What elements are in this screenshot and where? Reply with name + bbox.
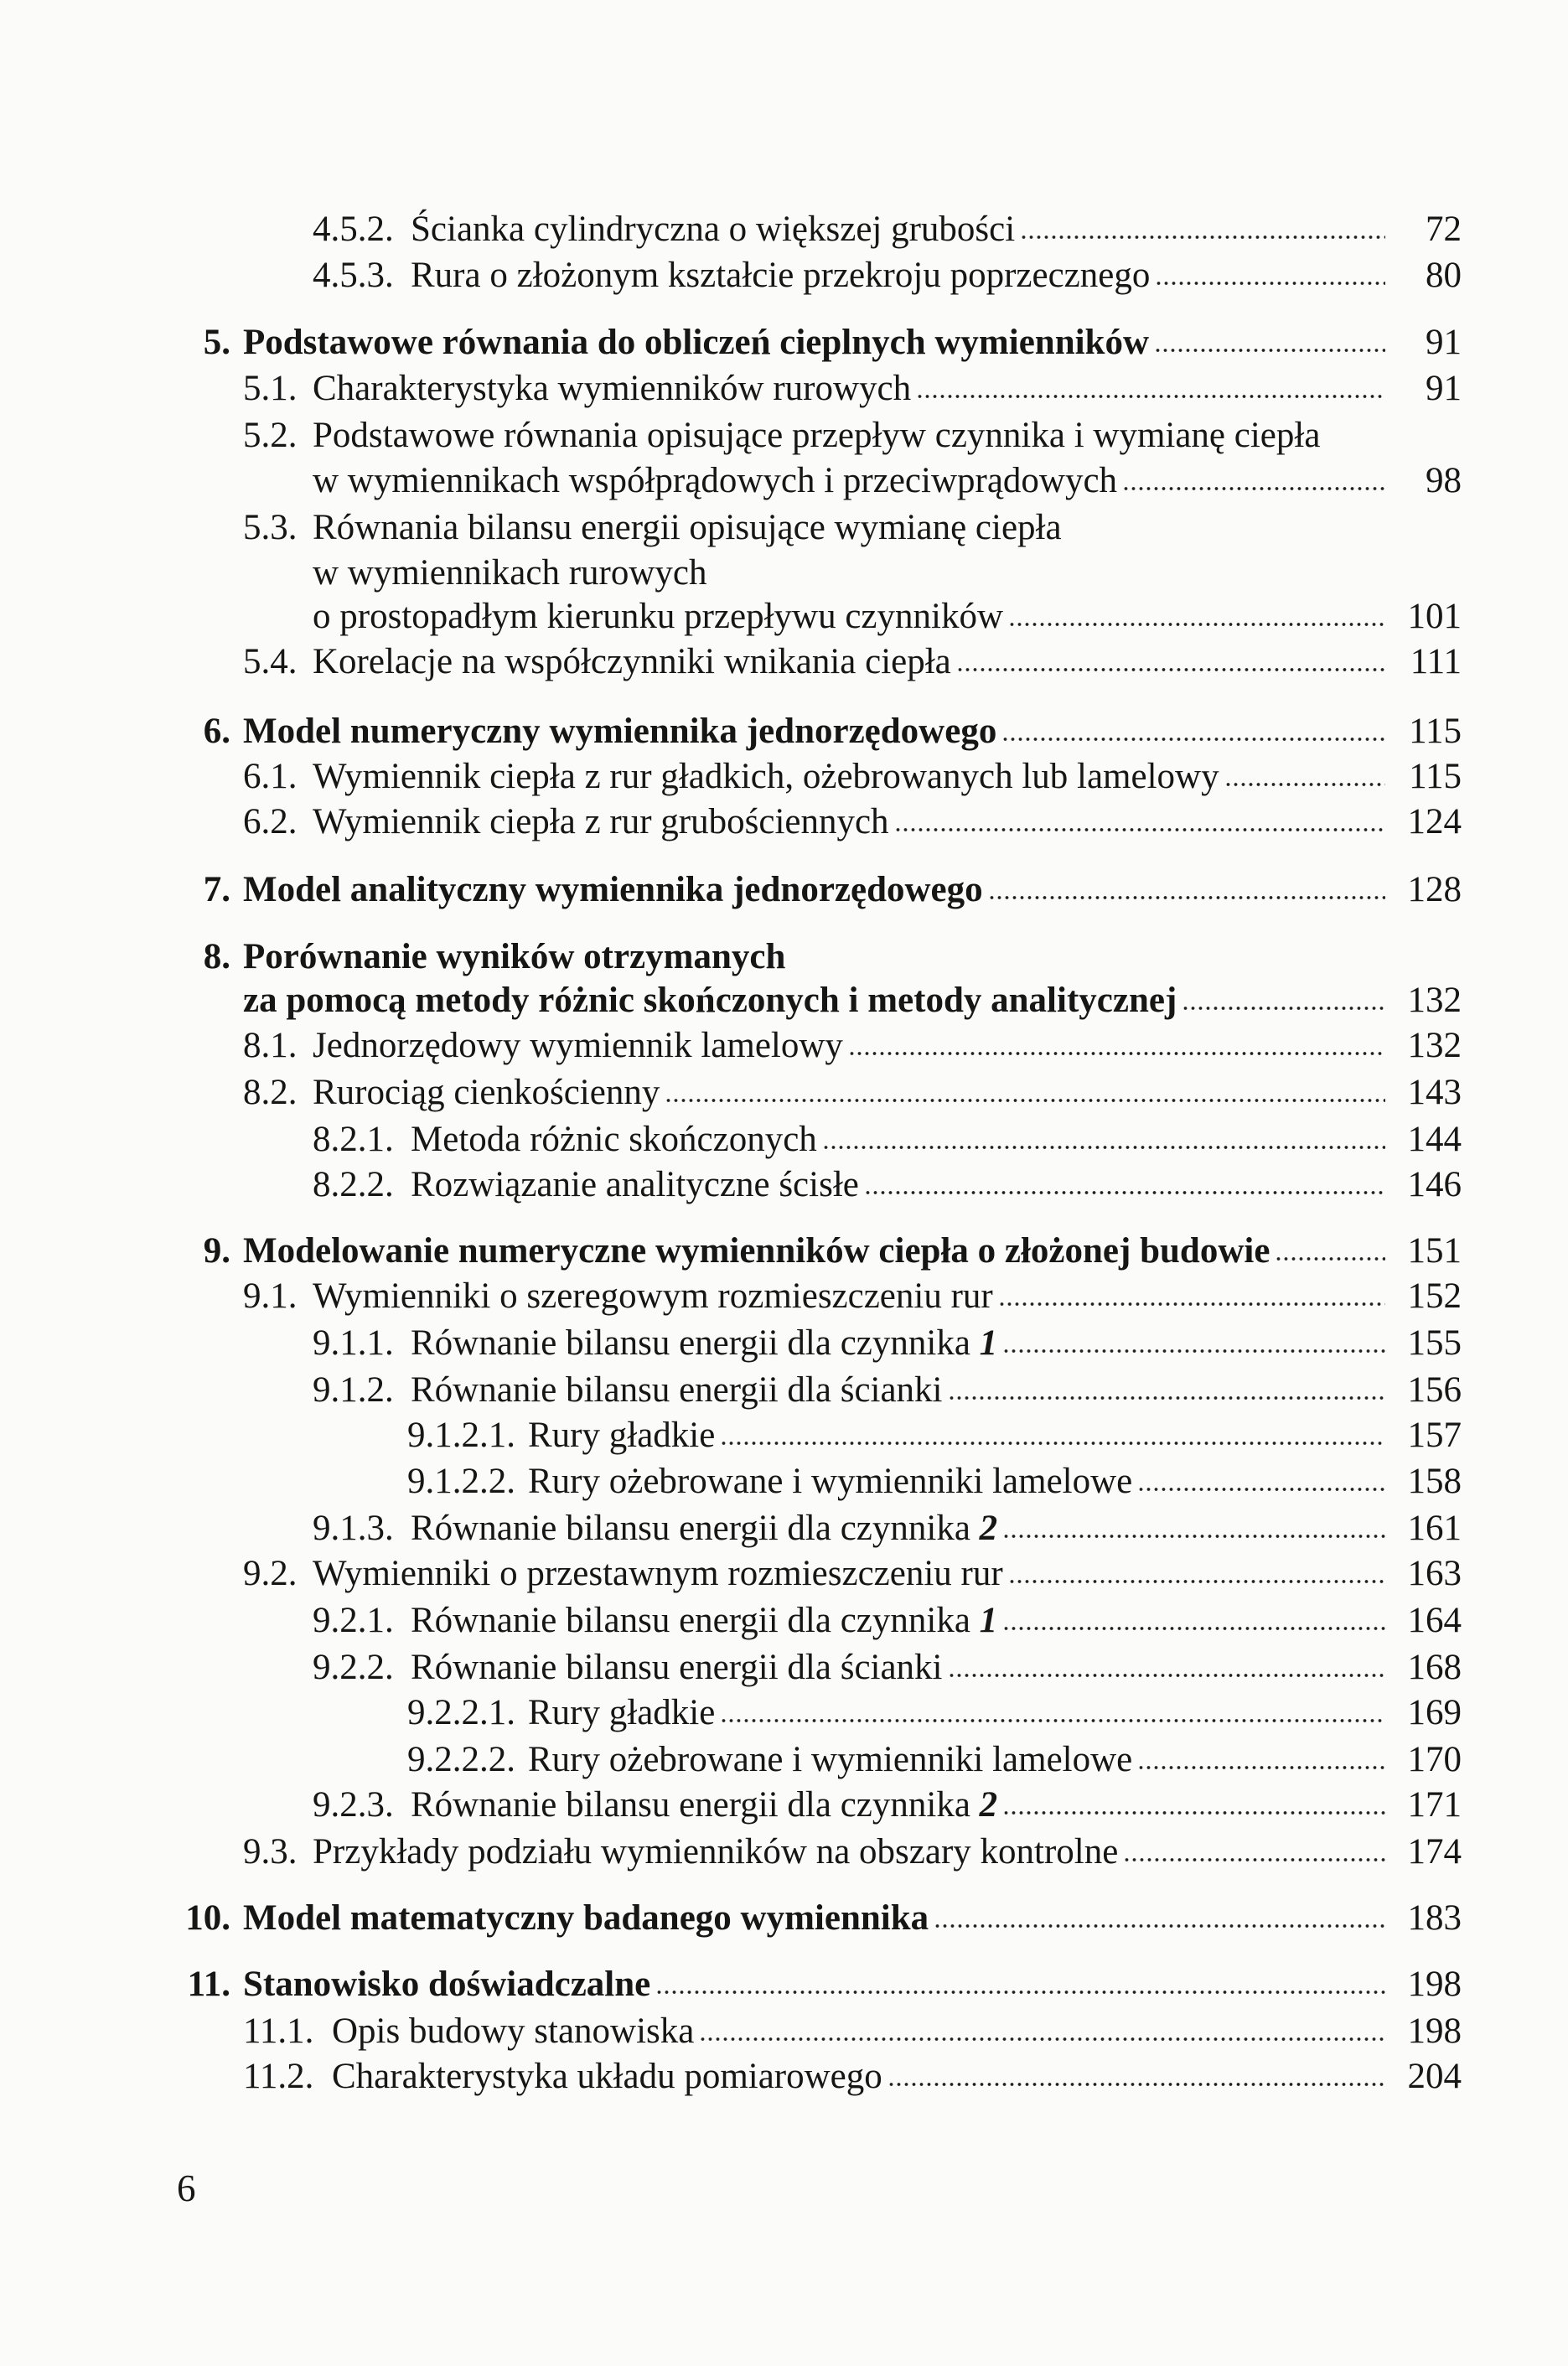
toc-entry-title-text: o prostopadłym kierunku przepływu czynników [313, 597, 1003, 636]
toc-entry-title [332, 2010, 694, 2053]
toc-entry [243, 414, 1462, 458]
toc-entry-title-text: Podstawowe równania do obliczeń cieplnych wymienników [243, 323, 1150, 362]
toc-entry-title [411, 1507, 997, 1551]
toc-entry-number: 9.1.2. [313, 1370, 394, 1410]
toc-entry-title [411, 1599, 997, 1643]
toc-entry-title-text: Równanie bilansu energii dla ścianki [411, 1648, 943, 1687]
toc-entry-page: 91 [1426, 369, 1462, 408]
dot-leader [894, 826, 1385, 833]
toc-entry-title [313, 1275, 993, 1318]
toc-entry [243, 1552, 1462, 1596]
dot-leader [1182, 1005, 1385, 1012]
toc-entry [313, 1163, 1462, 1207]
toc-entry-title [313, 1552, 1003, 1596]
toc-entry-title [313, 414, 1320, 458]
toc-entry-title-text: Charakterystyka wymienników rurowych [313, 369, 912, 408]
toc-entry-number: 5.2. [243, 416, 298, 455]
toc-entry-title [243, 935, 785, 979]
toc-entry-title [528, 1691, 715, 1735]
toc-entry [185, 1897, 1462, 1940]
toc-entry-title-text: Równanie bilansu energii dla czynnika [411, 1785, 980, 1825]
toc-entry-title-text: Porównanie wyników otrzymanych [243, 937, 786, 976]
toc-entry-title-text: Metoda różnic skończonych [411, 1120, 817, 1159]
toc-entry-title-text: Przykłady podziału wymienników na obszary kontrolne [313, 1832, 1119, 1872]
toc-entry [243, 979, 1462, 1023]
dot-leader [948, 1672, 1385, 1679]
dot-leader [655, 1989, 1385, 1996]
toc-entry [313, 208, 1462, 251]
dot-leader [1008, 621, 1385, 628]
dot-leader [934, 1923, 1385, 1929]
toc-entry [243, 2055, 1462, 2099]
dot-leader [1275, 1255, 1385, 1262]
toc-entry-page: 183 [1407, 1898, 1462, 1938]
toc-entry-title-text: Wymienniki o przestawnym rozmieszczeniu rur [313, 1554, 1003, 1593]
toc-entry-title-text: Model numeryczny wymiennika jednorzędowego [243, 712, 997, 751]
toc-entry-title [243, 710, 996, 753]
toc-entry-symbol: 1 [979, 1323, 998, 1363]
toc-entry-number: 6. [203, 712, 230, 751]
toc-entry [203, 321, 1462, 365]
toc-entry [243, 755, 1462, 799]
dot-leader [1002, 1809, 1385, 1816]
toc-entry-number: 9.1.1. [313, 1323, 394, 1363]
toc-entry-page: 155 [1407, 1323, 1462, 1363]
toc-entry-page: 151 [1407, 1231, 1462, 1271]
toc-entry-page: 174 [1407, 1832, 1462, 1872]
toc-entry-title-text: w wymiennikach współprądowych i przeciwprądowych [313, 461, 1118, 500]
toc-entry [407, 1738, 1462, 1782]
toc-entry [243, 2010, 1462, 2053]
toc-entry-title [313, 800, 889, 844]
toc-entry-page: 169 [1407, 1693, 1462, 1732]
toc-entry-title-text: Podstawowe równania opisujące przepływ czynnika i wymianę ciepła [313, 416, 1321, 455]
toc-entry-title-text: Korelacje na współczynniki wnikania ciepła [313, 642, 951, 681]
dot-leader [1002, 1348, 1385, 1354]
toc-entry-title [528, 1738, 1132, 1782]
toc-entry-page: 111 [1410, 642, 1462, 681]
toc-entry-page: 204 [1407, 2057, 1462, 2096]
toc-entry-title-text: Wymienniki o szeregowym rozmieszczeniu rur [313, 1276, 993, 1316]
toc-entry [313, 1599, 1462, 1643]
toc-entry-number: 9.1. [243, 1276, 298, 1316]
toc-entry-title [313, 1071, 660, 1115]
toc-entry-title-text: Równanie bilansu energii dla czynnika [411, 1323, 980, 1363]
toc-entry-number: 10. [185, 1898, 230, 1938]
toc-entry-title [243, 1963, 650, 2006]
toc-entry-title [313, 595, 1003, 639]
toc-entry-number: 9. [203, 1231, 230, 1271]
dot-leader [1002, 1533, 1385, 1540]
toc-entry-number: 6.1. [243, 757, 298, 796]
dot-leader [1155, 280, 1385, 287]
dot-leader [1224, 781, 1385, 788]
toc-entry-page: 164 [1407, 1601, 1462, 1640]
toc-entry-page: 168 [1407, 1648, 1462, 1687]
toc-entry [243, 506, 1462, 550]
toc-entry-number: 9.2.2.1. [407, 1693, 515, 1732]
toc-entry [407, 1460, 1462, 1504]
toc-entry-number: 5. [203, 323, 230, 362]
toc-entry-title-text: w wymiennikach rurowych [313, 553, 707, 593]
dot-leader [720, 1717, 1385, 1724]
toc-entry-title-text: Równanie bilansu energii dla ścianki [411, 1370, 943, 1410]
toc-entry-title [313, 506, 1062, 550]
toc-entry-page: 72 [1426, 210, 1462, 249]
toc-entry-number: 5.3. [243, 508, 298, 547]
toc-entry-number: 11.1. [243, 2011, 314, 2051]
toc-entry [203, 1230, 1462, 1273]
toc-entry-number: 9.2.2.2. [407, 1740, 515, 1779]
toc-entry-number: 9.2.3. [313, 1785, 394, 1825]
toc-entry-page: 171 [1407, 1785, 1462, 1825]
dot-leader [916, 393, 1385, 400]
toc-entry-page: 161 [1407, 1509, 1462, 1548]
toc-entry-title [243, 1230, 1270, 1273]
toc-entry [313, 254, 1462, 298]
toc-entry-page: 91 [1426, 323, 1462, 362]
toc-entry [313, 1784, 1462, 1827]
toc-entry-title [411, 208, 1015, 251]
toc-entry-title [411, 1118, 817, 1162]
toc-entry-title [411, 254, 1150, 298]
toc-entry-title [528, 1414, 715, 1457]
toc-entry [243, 1024, 1462, 1068]
toc-entry-title [313, 755, 1219, 799]
toc-entry-title [411, 1369, 943, 1412]
page-number: 6 [177, 2167, 196, 2209]
toc-entry [313, 459, 1462, 503]
dot-leader [1137, 1486, 1385, 1493]
toc-entry-title [528, 1460, 1132, 1504]
dot-leader [1122, 485, 1385, 492]
toc-entry-title-text: Równanie bilansu energii dla czynnika [411, 1601, 980, 1640]
toc-entry [313, 1322, 1462, 1365]
toc-entry-title-text: Rozwiązanie analityczne ścisłe [411, 1165, 859, 1204]
dot-leader [1123, 1856, 1385, 1863]
toc-entry-page: 157 [1407, 1416, 1462, 1455]
toc-entry-number: 7. [203, 870, 230, 909]
toc-entry-title [243, 321, 1149, 365]
toc-entry-title-text: Stanowisko doświadczalne [243, 1965, 651, 2004]
toc-entry [243, 640, 1462, 684]
toc-entry-title-text: Rury ożebrowane i wymienniki lamelowe [528, 1740, 1133, 1779]
toc-entry [203, 710, 1462, 753]
toc-entry-title-text: Wymiennik ciepła z rur grubościennych [313, 802, 889, 841]
toc-entry-page: 80 [1426, 256, 1462, 295]
toc-entry-title [411, 1163, 859, 1207]
toc-entry [313, 551, 1462, 595]
toc-entry-page: 98 [1426, 461, 1462, 500]
toc-entry-title-text: Charakterystyka układu pomiarowego [332, 2057, 882, 2096]
toc-entry-number: 9.3. [243, 1832, 298, 1872]
toc-entry [407, 1691, 1462, 1735]
toc-entry-title [411, 1784, 997, 1827]
toc-entry-number: 8.1. [243, 1026, 298, 1065]
toc-entry [243, 1275, 1462, 1318]
toc-entry-title-text: Modelowanie numeryczne wymienników ciepła o złożonej budowie [243, 1231, 1270, 1271]
toc-entry-page: 163 [1407, 1554, 1462, 1593]
toc-entry-title-text: za pomocą metody różnic skończonych i metody analitycznej [243, 981, 1177, 1020]
toc-entry-title-text: Jednorzędowy wymiennik lamelowy [313, 1026, 843, 1065]
toc-entry-symbol: 2 [979, 1509, 998, 1548]
dot-leader [1002, 1625, 1385, 1632]
toc-entry-title [243, 979, 1177, 1023]
toc-entry-symbol: 2 [979, 1785, 998, 1825]
toc-entry-title [243, 1897, 929, 1940]
toc-entry-number: 9.2. [243, 1554, 298, 1593]
dot-leader [1001, 736, 1385, 743]
toc-entry-page: 198 [1407, 1965, 1462, 2004]
toc-entry-number: 8.2.1. [313, 1120, 394, 1159]
toc-entry [187, 1963, 1462, 2006]
toc-entry-number: 4.5.2. [313, 210, 394, 249]
toc-entry [243, 1071, 1462, 1115]
toc-entry-title-text: Rury gładkie [528, 1416, 716, 1455]
dot-leader [864, 1189, 1385, 1196]
toc-entry-page: 152 [1407, 1276, 1462, 1316]
toc-entry-number: 9.1.3. [313, 1509, 394, 1548]
toc-entry-title [332, 2055, 882, 2099]
toc-entry-title-text: Model analityczny wymiennika jednorzędowego [243, 870, 983, 909]
toc-entry-number: 8.2.2. [313, 1165, 394, 1204]
toc-entry-number: 9.2.1. [313, 1601, 394, 1640]
toc-entry-number: 11. [187, 1965, 230, 2004]
toc-entry-title-text: Opis budowy stanowiska [332, 2011, 695, 2051]
toc-entry [313, 1507, 1462, 1551]
toc-entry-title-text: Rurociąg cienkościenny [313, 1073, 660, 1112]
toc-entry [243, 367, 1462, 411]
dot-leader [1137, 1764, 1385, 1771]
dot-leader [720, 1440, 1385, 1447]
toc-entry-title [313, 367, 911, 411]
toc-entry-title [313, 1830, 1118, 1874]
toc-entry-number: 5.1. [243, 369, 298, 408]
toc-entry-number: 6.2. [243, 802, 298, 841]
toc-entry-page: 101 [1407, 597, 1462, 636]
toc-entry-title [411, 1322, 997, 1365]
dot-leader [887, 2081, 1385, 2088]
toc-entry-page: 128 [1407, 870, 1462, 909]
toc-entry-page: 115 [1409, 757, 1462, 796]
dot-leader [848, 1050, 1385, 1057]
dot-leader [948, 1395, 1385, 1401]
toc-entry [313, 1369, 1462, 1412]
dot-leader [998, 1301, 1385, 1307]
toc-entry [313, 1118, 1462, 1162]
toc-entry-title-text: Rura o złożonym kształcie przekroju poprzecznego [411, 256, 1151, 295]
toc-entry-title-text: Rury gładkie [528, 1693, 716, 1732]
toc-entry-page: 156 [1407, 1370, 1462, 1410]
dot-leader [1020, 234, 1385, 241]
toc-entry-page: 132 [1407, 981, 1462, 1020]
toc-entry-title-text: Równanie bilansu energii dla czynnika [411, 1509, 980, 1548]
toc-entry-page: 143 [1407, 1073, 1462, 1112]
toc-entry-page: 198 [1407, 2011, 1462, 2051]
toc-entry-number: 4.5.3. [313, 256, 394, 295]
toc-entry-title [313, 640, 951, 684]
toc-entry-title [313, 1024, 843, 1068]
toc-entry [313, 595, 1462, 639]
toc-entry-title-text: Ścianka cylindryczna o większej grubości [411, 210, 1016, 249]
dot-leader [699, 2036, 1385, 2042]
toc-entry-number: 9.2.2. [313, 1648, 394, 1687]
toc-entry-number: 8. [203, 937, 230, 976]
toc-entry [313, 1646, 1462, 1690]
toc-entry [203, 868, 1462, 912]
toc-entry-page: 115 [1409, 712, 1462, 751]
dot-leader [665, 1097, 1385, 1104]
dot-leader [956, 666, 1385, 673]
toc-entry-page: 144 [1407, 1120, 1462, 1159]
toc-entry [407, 1414, 1462, 1457]
toc-entry-title-text: Wymiennik ciepła z rur gładkich, ożebrowanych lub lamelowy [313, 757, 1219, 796]
toc-entry-title-text: Równania bilansu energii opisujące wymianę ciepła [313, 508, 1062, 547]
toc-entry-number: 9.1.2.1. [407, 1416, 515, 1455]
toc-entry-page: 170 [1407, 1740, 1462, 1779]
toc-entry-title-text: Rury ożebrowane i wymienniki lamelowe [528, 1462, 1133, 1501]
toc-entry-page: 158 [1407, 1462, 1462, 1501]
toc-entry [243, 800, 1462, 844]
toc-entry-title [411, 1646, 943, 1690]
toc-entry-title [243, 868, 983, 912]
toc-entry-title [313, 459, 1117, 503]
dot-leader [1154, 347, 1385, 354]
toc-entry-number: 11.2. [243, 2057, 314, 2096]
dot-leader [988, 894, 1385, 901]
toc-entry-number: 5.4. [243, 642, 298, 681]
toc-entry-title-text: Model matematyczny badanego wymiennika [243, 1898, 929, 1938]
toc-entry-page: 132 [1407, 1026, 1462, 1065]
toc-entry [243, 1830, 1462, 1874]
toc-entry-title [313, 551, 706, 595]
toc-entry [203, 935, 1462, 979]
toc-entry-number: 9.1.2.2. [407, 1462, 515, 1501]
toc-entry-symbol: 1 [979, 1601, 998, 1640]
toc-entry-page: 146 [1407, 1165, 1462, 1204]
dot-leader [1008, 1578, 1385, 1585]
toc-entry-number: 8.2. [243, 1073, 298, 1112]
toc-entry-page: 124 [1407, 802, 1462, 841]
dot-leader [822, 1144, 1385, 1151]
